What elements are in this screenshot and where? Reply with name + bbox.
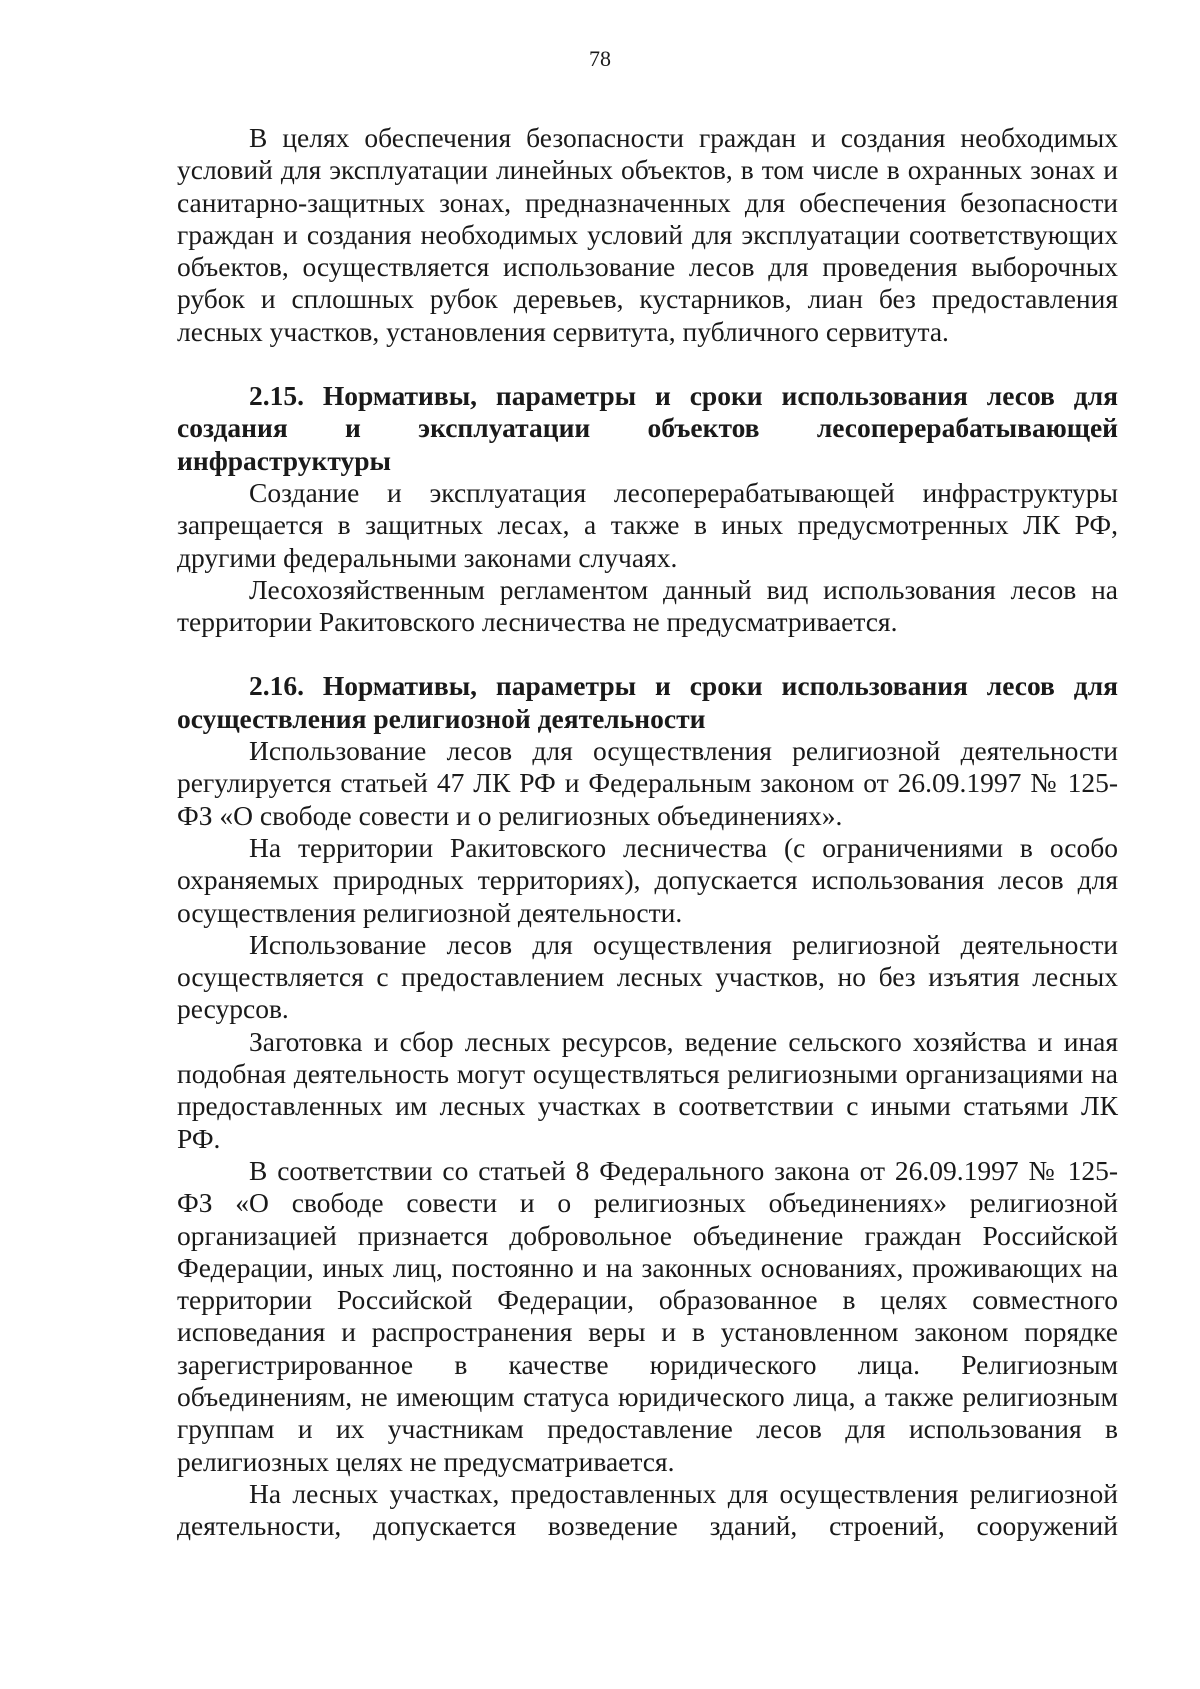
spacer xyxy=(177,638,1118,670)
paragraph: В целях обеспечения безопасности граждан и создания необходимых условий для эксплуатации линейных объектов, в том числе в охранных зонах и санитарно-защитных зонах, предназначенных для обеспечения безопасности граждан и создания необходимых условий для эксплуатации соответствующих объектов, осуществляется использование лесов для проведения выборочных рубок и сплошных рубок деревьев, кустарников, лиан без предоставления лесных участков, установления сервитута, публичного сервитута. xyxy=(177,122,1118,347)
paragraph: На лесных участках, предоставленных для осуществления религиозной деятельности, допускается возведение зданий, строений, сооружений xyxy=(177,1477,1118,1542)
paragraph: Использование лесов для осуществления религиозной деятельности регулируется статьей 47 ЛК РФ и Федеральным законом от 26.09.1997 № 125-ФЗ «О свободе совести и о религиозных объединениях». xyxy=(177,735,1118,831)
paragraph: Лесохозяйственным регламентом данный вид использования лесов на территории Ракитовского лесничества не предусматривается. xyxy=(177,573,1118,638)
paragraph: Создание и эксплуатация лесоперерабатывающей инфраструктуры запрещается в защитных лесах, а также в иных предусмотренных ЛК РФ, другими федеральными законами случаях. xyxy=(177,476,1118,573)
paragraph: Использование лесов для осуществления религиозной деятельности осуществляется с предоставлением лесных участков, но без изъятия лесных ресурсов. xyxy=(177,928,1118,1025)
paragraph: В соответствии со статьей 8 Федерального закона от 26.09.1997 № 125-ФЗ «О свободе совести и о религиозных объединениях» религиозной организацией признается добровольное объединение граждан Российской Федерации, иных лиц, постоянно и на законных основаниях, проживающих на территории Российской Федерации, образованное в целях совместного исповедания и распространения веры и в установленном законом порядке зарегистрированное в качестве юридического лица. Религиозным объединениям, не имеющим статуса юридического лица, а также религиозным группам и их участникам предоставление лесов для использования в религиозных целях не предусматривается. xyxy=(177,1154,1118,1477)
paragraph: На территории Ракитовского лесничества (с ограничениями в особо охраняемых природных территориях), допускается использования лесов для осуществления религиозной деятельности. xyxy=(177,831,1118,928)
section-heading-2-15: 2.15. Нормативы, параметры и сроки использования лесов для создания и эксплуатации объектов лесоперерабатывающей инфраструктуры xyxy=(177,380,1118,476)
spacer xyxy=(177,348,1118,380)
section-heading-2-16: 2.16. Нормативы, параметры и сроки использования лесов для осуществления религиозной деятельности xyxy=(177,670,1118,734)
page-number: 78 xyxy=(589,46,611,71)
paragraph: Заготовка и сбор лесных ресурсов, ведение сельского хозяйства и иная подобная деятельность могут осуществляться религиозными организациями на предоставленных им лесных участках в соответствии с иными статьями ЛК РФ. xyxy=(177,1025,1118,1154)
document-body xyxy=(177,122,1118,1542)
